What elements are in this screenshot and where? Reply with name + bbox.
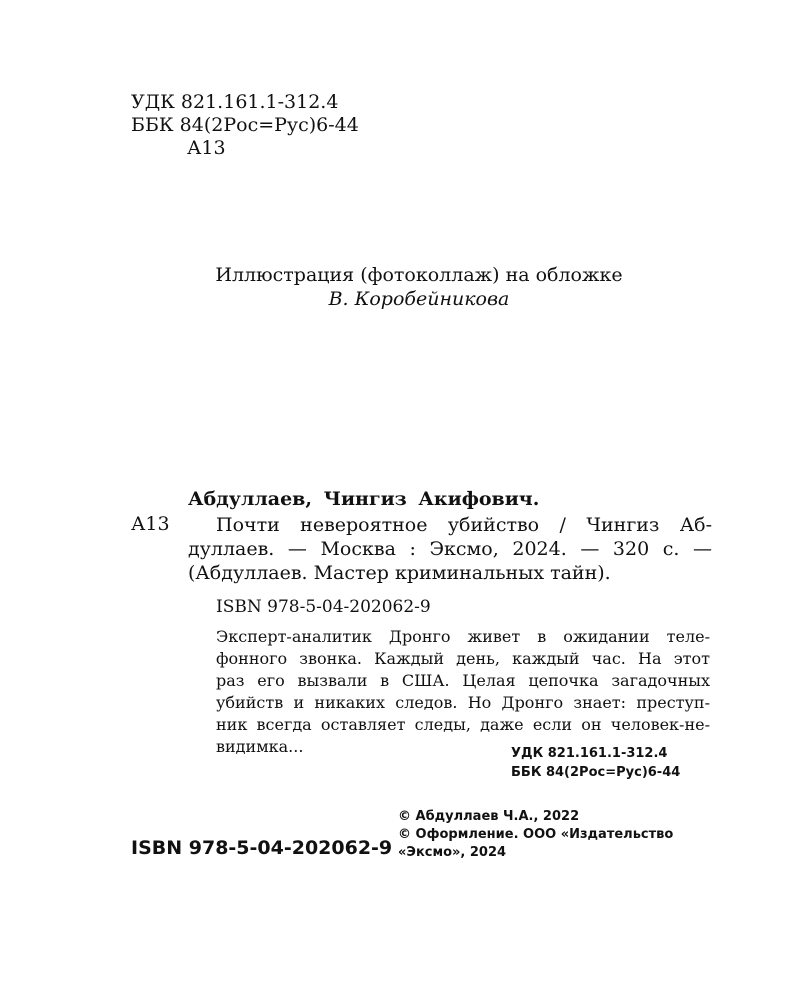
copyright-notice <box>398 808 673 862</box>
description-line: Почти невероятное убийство / Чингиз Аб- <box>216 514 712 536</box>
annotation-line: фонного звонка. Каждый день, каждый час. На этот <box>216 649 710 668</box>
author-heading: Абдуллаев, Чингиз Акифович. <box>188 488 540 510</box>
annotation-line: раз его вызвали в США. Целая цепочка загадочных <box>216 671 710 690</box>
illustration-credit-label: Иллюстрация (фотоколлаж) на обложке <box>215 264 623 286</box>
description-line: дуллаев. — Москва : Эксмо, 2024. — 320 с. — <box>188 538 712 560</box>
udk-code-small: УДК 821.161.1-312.4 <box>511 746 668 761</box>
classification-codes <box>131 91 359 160</box>
entry-author-sign: А13 <box>131 513 170 535</box>
isbn-main: ISBN 978-5-04-202062-9 <box>131 837 393 859</box>
description-line: (Абдуллаев. Мастер криминальных тайн). <box>188 562 611 584</box>
isbn-entry: ISBN 978-5-04-202062-9 <box>216 597 431 617</box>
bbk-code-small: ББК 84(2Рос=Рус)6-44 <box>511 765 681 780</box>
copyright-author: © Абдуллаев Ч.А., 2022 <box>398 809 580 824</box>
copyright-design-cont: «Эксмо», 2024 <box>398 845 507 860</box>
classification-codes-small <box>511 744 680 782</box>
author-sign: А13 <box>187 137 226 159</box>
annotation-line: Эксперт-аналитик Дронго живет в ожидании теле- <box>216 627 710 646</box>
bbk-code: ББК 84(2Рос=Рус)6-44 <box>131 114 359 136</box>
illustration-credit <box>0 263 800 311</box>
illustration-credit-artist: В. Коробейникова <box>328 288 510 310</box>
annotation-line: убийств и никаких следов. Но Дронго знает: преступ- <box>216 693 710 712</box>
bibliographic-description <box>188 513 712 585</box>
udk-code: УДК 821.161.1-312.4 <box>131 91 339 113</box>
annotation <box>216 626 710 758</box>
annotation-line: ник всегда оставляет следы, даже если он человек-не- <box>216 715 710 734</box>
annotation-line: видимка... <box>216 737 304 756</box>
copyright-design: © Оформление. ООО «Издательство <box>398 827 674 842</box>
